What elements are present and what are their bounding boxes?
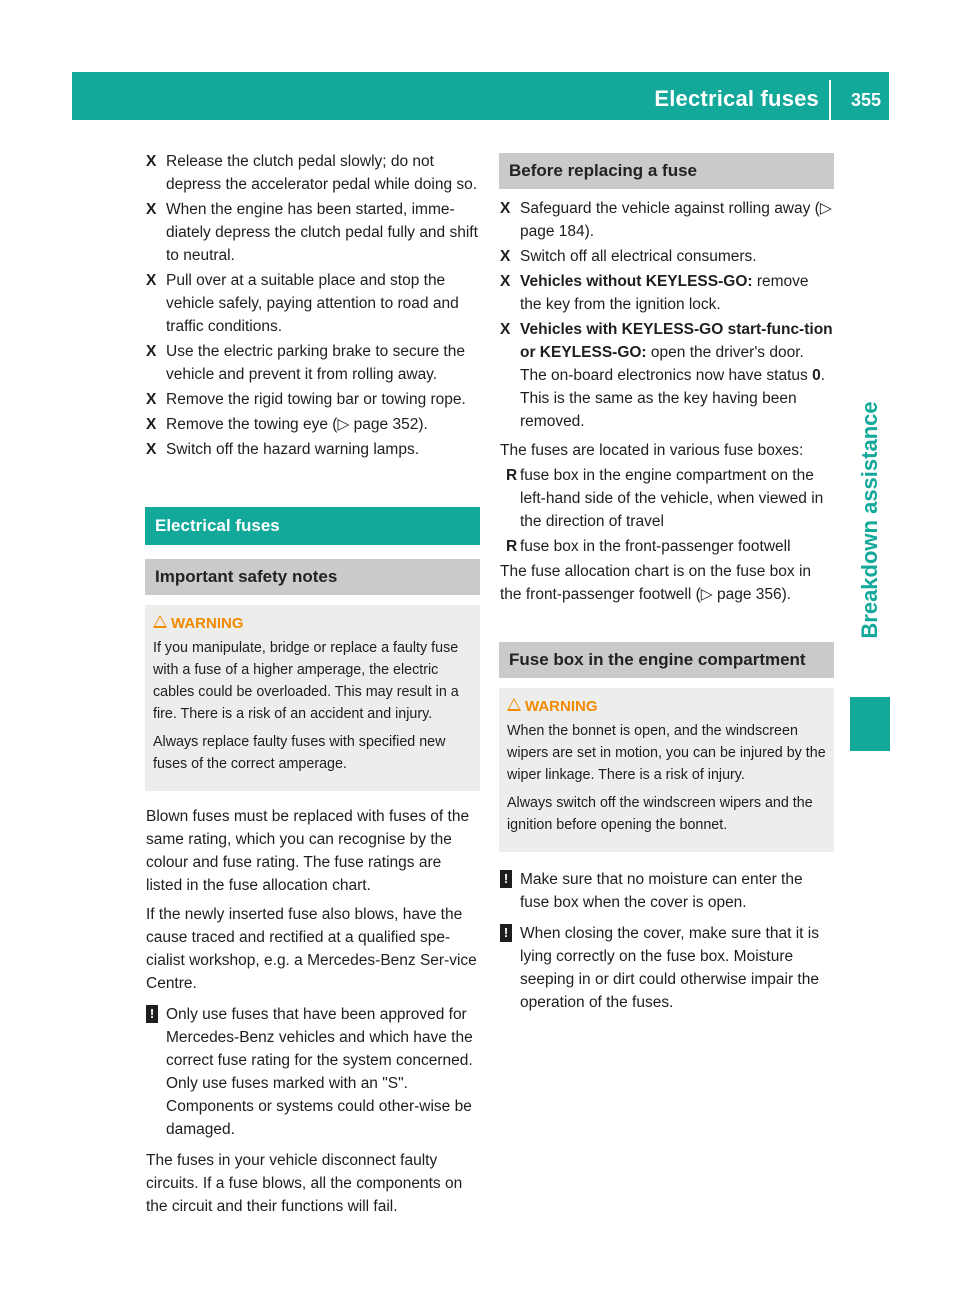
step-item: X Release the clutch pedal slowly; do not depress the accelerator pedal while doing so. bbox=[146, 150, 480, 196]
step-arrow-icon: X bbox=[500, 321, 511, 338]
subsection-title: Before replacing a fuse bbox=[499, 153, 834, 189]
body-paragraph: The fuse allocation chart is on the fuse box in the front-passenger footwell (▷ page 356). bbox=[500, 563, 812, 603]
step-arrow-icon: X bbox=[500, 200, 511, 217]
step-arrow-icon: X bbox=[146, 391, 157, 408]
warning-triangle-icon bbox=[507, 698, 521, 711]
warning-text: When the bonnet is open, and the windscreen wipers are set in motion, you can be injured by the wiper linkage. There is a risk of injury. bbox=[507, 723, 826, 783]
list-item: R fuse box in the engine compartment on the left-hand side of the vehicle, when viewed in the direction of travel bbox=[500, 464, 834, 533]
step-arrow-icon: X bbox=[146, 153, 157, 170]
step-arrow-icon: X bbox=[500, 273, 511, 290]
warning-triangle-icon bbox=[153, 615, 167, 628]
notice-item: ! Only use fuses that have been approved for Mercedes-Benz vehicles and which have the correct fuse rating for the system concerned. Only use fuses marked with an "S". Components or systems could other-wise be damaged. bbox=[146, 1003, 480, 1141]
body-paragraph: The fuses are located in various fuse boxes: bbox=[500, 442, 804, 459]
section-title: Electrical fuses bbox=[145, 507, 480, 545]
warning-title: WARNING bbox=[525, 698, 598, 715]
step-item: X Safeguard the vehicle against rolling away (▷ page 184). bbox=[500, 197, 834, 243]
body-paragraph: The fuses in your vehicle disconnect faulty circuits. If a fuse blows, all the components on the circuit and their functions will fail. bbox=[146, 1152, 463, 1215]
warning-text: If you manipulate, bridge or replace a faulty fuse with a fuse of a higher amperage, the electric cables could be overloaded. This may result in a fire. There is a risk of an accident and injury. bbox=[153, 640, 459, 722]
warning-box bbox=[499, 688, 834, 852]
bullet-icon: R bbox=[506, 467, 518, 484]
warning-box bbox=[145, 605, 480, 791]
header-divider bbox=[829, 80, 831, 120]
subsection-title: Fuse box in the engine compartment bbox=[499, 642, 834, 678]
step-item: X Remove the rigid towing bar or towing rope. bbox=[146, 388, 480, 411]
step-item: X Vehicles without KEYLESS-GO: remove the key from the ignition lock. bbox=[500, 270, 834, 316]
step-item: X Switch off the hazard warning lamps. bbox=[146, 438, 480, 461]
step-item: X Vehicles with KEYLESS-GO start-func-tion or KEYLESS-GO: open the driver's door. The on-board electronics now have status 0. This is the same as the key having been removed. bbox=[500, 318, 834, 433]
step-arrow-icon: X bbox=[146, 441, 157, 458]
body-paragraph: If the newly inserted fuse also blows, have the cause traced and rectified at a qualified spe-cialist workshop, e.g. a Mercedes-Benz Ser-vice Centre. bbox=[146, 906, 477, 992]
list-item: R fuse box in the front-passenger footwell bbox=[500, 535, 834, 558]
exclamation-icon: ! bbox=[500, 924, 512, 942]
step-arrow-icon: X bbox=[146, 272, 157, 289]
notice-item: ! When closing the cover, make sure that it is lying correctly on the fuse box. Moisture seeping in or dirt could otherwise impair the operation of the fuses. bbox=[500, 922, 834, 1014]
body-paragraph: Blown fuses must be replaced with fuses of the same rating, which you can recognise by the colour and fuse rating. The fuse ratings are listed in the fuse allocation chart. bbox=[146, 808, 470, 894]
step-item: X Use the electric parking brake to secure the vehicle and prevent it from rolling away. bbox=[146, 340, 480, 386]
step-item: X Switch off all electrical consumers. bbox=[500, 245, 834, 268]
page-number: 355 bbox=[850, 90, 881, 110]
step-arrow-icon: X bbox=[500, 248, 511, 265]
header-title: Electrical fuses bbox=[654, 86, 819, 111]
warning-text: Always switch off the windscreen wipers and the ignition before opening the bonnet. bbox=[507, 795, 813, 833]
step-arrow-icon: X bbox=[146, 201, 157, 218]
chapter-side-tab bbox=[850, 350, 890, 690]
chapter-label: Breakdown assistance bbox=[857, 401, 882, 639]
chapter-marker bbox=[850, 697, 890, 751]
exclamation-icon: ! bbox=[146, 1005, 158, 1023]
notice-item: ! Make sure that no moisture can enter the fuse box when the cover is open. bbox=[500, 868, 834, 914]
subsection-title: Important safety notes bbox=[145, 559, 480, 595]
exclamation-icon: ! bbox=[500, 870, 512, 888]
step-item: X When the engine has been started, imme-diately depress the clutch pedal fully and shift to neutral. bbox=[146, 198, 480, 267]
left-column bbox=[146, 150, 480, 1220]
warning-text: Always replace faulty fuses with specified new fuses of the correct amperage. bbox=[153, 734, 446, 772]
bullet-icon: R bbox=[506, 538, 518, 555]
step-item: X Pull over at a suitable place and stop the vehicle safely, paying attention to road and traffic conditions. bbox=[146, 269, 480, 338]
right-column bbox=[500, 150, 834, 1022]
step-arrow-icon: X bbox=[146, 416, 157, 433]
page-header bbox=[72, 72, 889, 120]
step-arrow-icon: X bbox=[146, 343, 157, 360]
step-item: X Remove the towing eye (▷ page 352). bbox=[146, 413, 480, 436]
warning-title: WARNING bbox=[171, 615, 244, 632]
